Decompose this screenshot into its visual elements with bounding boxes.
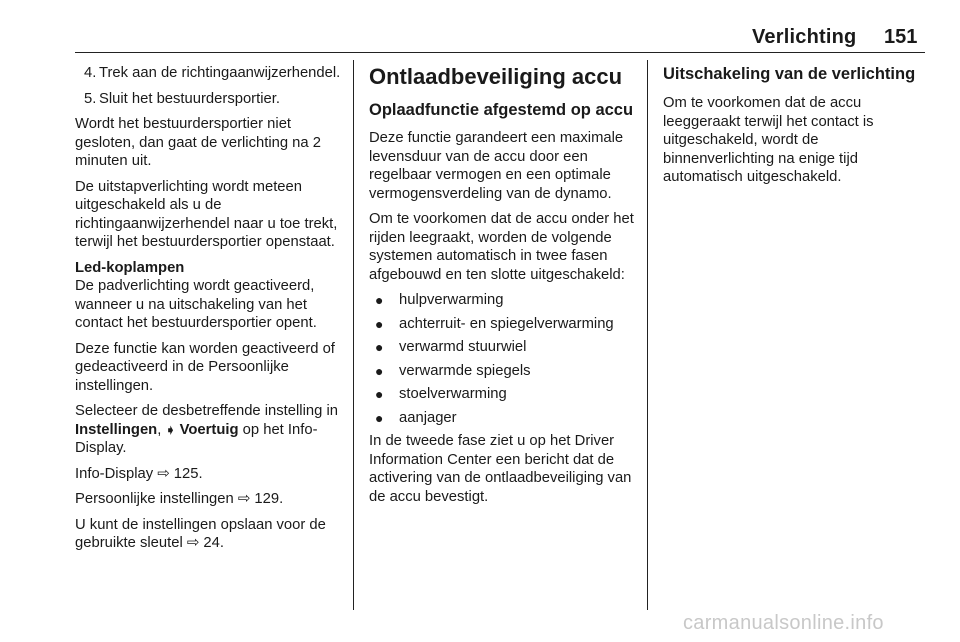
list-item-label: verwarmde spiegels <box>399 362 531 379</box>
paragraph-activation: Deze functie kan worden geactiveerd of gedeactiveerd in de Persoonlijke instellingen. <box>75 340 335 394</box>
ref-personal-settings-text: Persoonlijke instellingen <box>75 491 238 507</box>
ref-key-page: 24. <box>199 535 224 551</box>
bullet-icon: ● <box>375 315 384 332</box>
ref-key-text: U kunt de instellingen opslaan voor de gebruikte sleutel <box>75 516 326 551</box>
menu-arrow-icon: ➧ <box>165 422 176 437</box>
ref-info-display-text: Info-Display <box>75 465 158 482</box>
list-item <box>369 362 637 381</box>
cross-reference-info-display[interactable] <box>75 465 343 484</box>
list-item-label: aanjager <box>399 409 457 426</box>
column-divider-right <box>647 60 648 610</box>
cross-reference-personal-settings[interactable] <box>75 490 343 509</box>
list-item <box>369 338 637 357</box>
bullet-icon: ● <box>375 339 384 355</box>
paragraph-second-phase: In de tweede fase ziet u op het Driver Information Center een bericht dat de activering van de ontlaadbeveiliging van de accu bevestigt. <box>369 433 632 505</box>
step-5-number: 5. <box>84 90 97 107</box>
column-1 <box>75 64 343 560</box>
step-4-number: 4. <box>84 65 97 81</box>
select-setting-text: Selecteer de desbetreffende instelling in <box>75 403 338 419</box>
numbered-steps <box>75 64 343 108</box>
header-rule <box>75 52 925 53</box>
list-item <box>369 315 637 334</box>
paragraph-door-open: Wordt het bestuurdersportier niet gesloten, dan gaat de verlichting na 2 minuten uit. <box>75 116 321 169</box>
led-headlights-heading: Led-koplampen <box>75 259 185 276</box>
settings-menu-label: Instellingen <box>75 421 158 438</box>
bullet-icon: ● <box>375 386 384 402</box>
watermark: carmanualsonline.info <box>683 612 884 634</box>
column-3 <box>663 64 931 194</box>
section-title-lights-off: Uitschakeling van de verlichting <box>663 65 916 83</box>
ref-info-display-page: 125. <box>169 465 203 482</box>
column-divider-left <box>353 60 354 610</box>
select-setting-tail: op het Info-Display. <box>75 421 318 456</box>
paragraph-battery-life: Deze functie garandeert een maximale levensduur van de accu door een regelbaar vermogen en een optimale vermogensverdeling van de dynamo. <box>369 130 624 202</box>
page-header-title: Verlichting <box>752 26 857 48</box>
cross-reference-key[interactable] <box>75 516 343 553</box>
column-2 <box>369 64 637 513</box>
systems-list <box>369 291 637 427</box>
subsection-title-charging: Oplaadfunctie afgestemd op accu <box>369 101 634 119</box>
page-reference-icon: ⇨ <box>157 465 170 482</box>
paragraph-load-shedding: Om te voorkomen dat de accu onder het rijden leegraakt, worden de volgende systemen automatisch in twee fasen afgebouwd en ten slotte uitgeschakeld: <box>369 211 634 283</box>
bullet-icon: ● <box>375 362 384 379</box>
page-number: 151 <box>884 26 918 48</box>
list-item <box>369 385 637 404</box>
bullet-icon: ● <box>375 292 384 308</box>
paragraph-interior-lights: Om te voorkomen dat de accu leeggeraakt terwijl het contact is uitgeschakeld, wordt de binnenverlichting na enige tijd automatisch uitgeschakeld. <box>663 95 874 185</box>
paragraph-select-setting <box>75 402 343 458</box>
separator: , <box>157 421 166 438</box>
list-item <box>369 291 637 310</box>
vehicle-menu-label: Voertuig <box>175 421 239 438</box>
list-item <box>369 409 637 428</box>
bullet-icon: ● <box>375 409 384 426</box>
list-item-label: stoelverwarming <box>399 386 507 402</box>
paragraph-exit-light: De uitstapverlichting wordt meteen uitgeschakeld als u de richtingaanwijzerhendel naar u toe trekt, terwijl het bestuurdersportier openstaat. <box>75 178 338 250</box>
step-5 <box>75 90 343 109</box>
page-reference-icon: ⇨ <box>237 491 251 507</box>
section-title-battery-protection: Ontlaadbeveiliging accu <box>369 64 623 89</box>
ref-personal-settings-page: 129. <box>250 491 284 507</box>
list-item-label: achterruit- en spiegelverwarming <box>399 315 614 332</box>
list-item-label: verwarmd stuurwiel <box>399 339 527 355</box>
page-reference-icon: ⇨ <box>186 535 200 551</box>
step-4 <box>75 64 343 83</box>
step-4-text: Trek aan de richtingaanwijzerhendel. <box>99 65 341 81</box>
step-5-text: Sluit het bestuurdersportier. <box>99 90 280 107</box>
list-item-label: hulpverwarming <box>399 292 504 308</box>
paragraph-path-lighting: De padverlichting wordt geactiveerd, wanneer u na uitschakeling van het contact het bestuurdersportier opent. <box>75 278 317 331</box>
